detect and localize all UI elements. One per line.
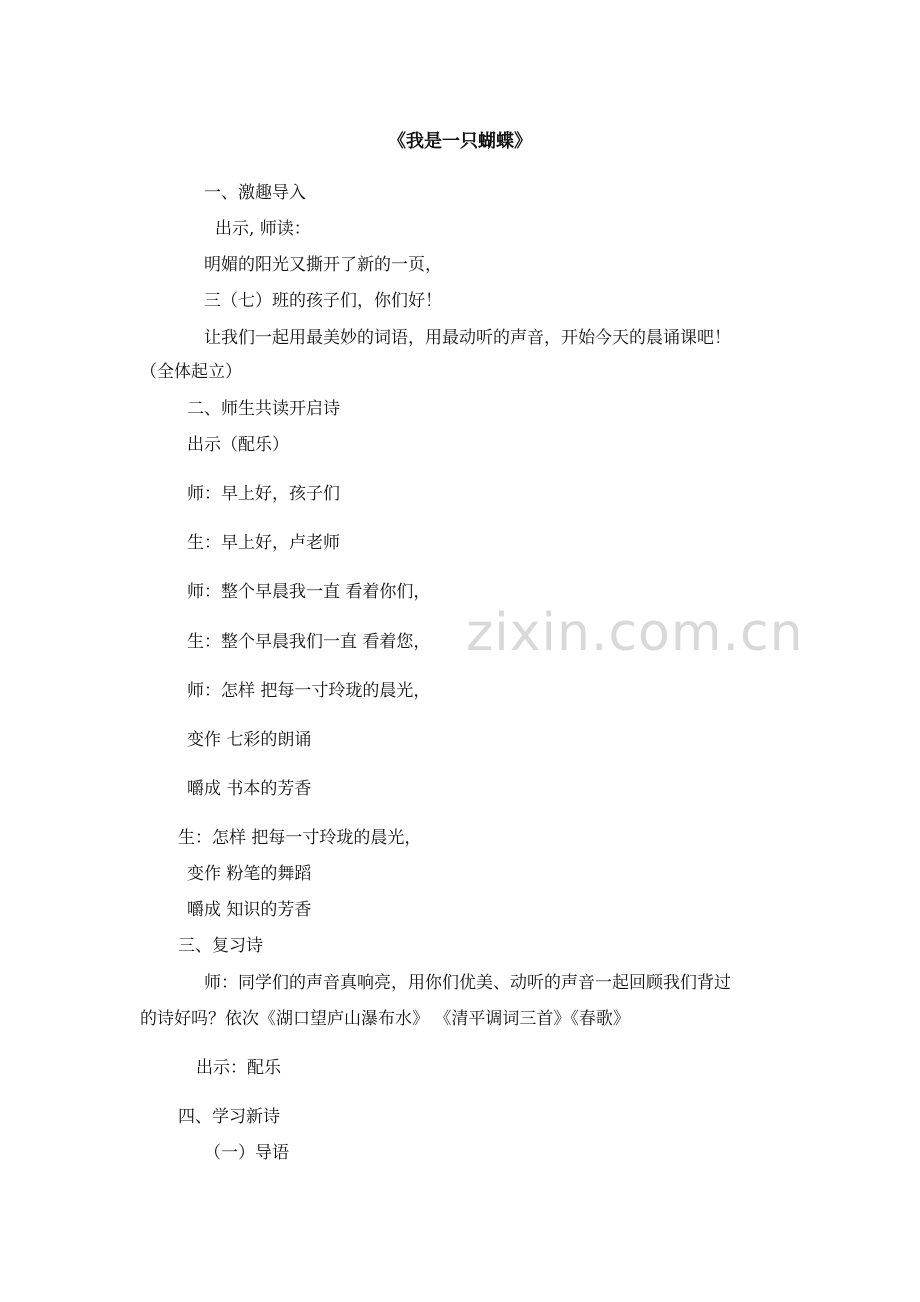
text-line: 师：怎样 把每一寸玲珑的晨光， <box>187 681 431 701</box>
text-line: 出示, 师读： <box>215 219 311 239</box>
section-heading: 二、师生共读开启诗 <box>187 399 340 419</box>
watermark-text: zixin.com.cn <box>466 603 804 663</box>
text-line: 师：早上好，孩子们 <box>187 484 340 504</box>
text-line: 生：整个早晨我们一直 看着您， <box>187 632 431 652</box>
text-line: 变作 粉笔的舞蹈 <box>187 864 312 884</box>
text-line: 明媚的阳光又撕开了新的一页， <box>204 255 442 275</box>
text-line: 生：早上好，卢老师 <box>187 533 340 553</box>
text-line: 师：整个早晨我一直 看着你们， <box>187 582 431 602</box>
text-line: 嚼成 知识的芳香 <box>187 900 312 920</box>
text-line: （一）导语 <box>204 1143 289 1163</box>
text-line: 出示（配乐） <box>187 435 289 455</box>
text-line: 嚼成 书本的芳香 <box>187 779 312 799</box>
text-line: 出示：配乐 <box>196 1058 281 1078</box>
text-line: 师：同学们的声音真响亮，用你们优美、动听的声音一起回顾我们背过 <box>204 973 731 993</box>
text-line: 的诗好吗？依次《湖口望庐山瀑布水》 《清平调词三首》《春歌》 <box>140 1009 630 1029</box>
text-line: 变作 七彩的朗诵 <box>187 730 312 750</box>
section-heading: 四、学习新诗 <box>178 1107 280 1127</box>
text-line: 生：怎样 把每一寸玲珑的晨光， <box>178 828 422 848</box>
text-line: 让我们一起用最美妙的词语，用最动听的声音，开始今天的晨诵课吧！ <box>204 328 731 348</box>
text-line: 三（七）班的孩子们，你们好！ <box>204 291 442 311</box>
section-heading: 三、复习诗 <box>178 936 263 956</box>
text-line: （全体起立） <box>140 362 242 382</box>
document-title: 《我是一只蝴蝶》 <box>388 131 532 152</box>
text-line: 一、激趣导入 <box>204 183 306 203</box>
